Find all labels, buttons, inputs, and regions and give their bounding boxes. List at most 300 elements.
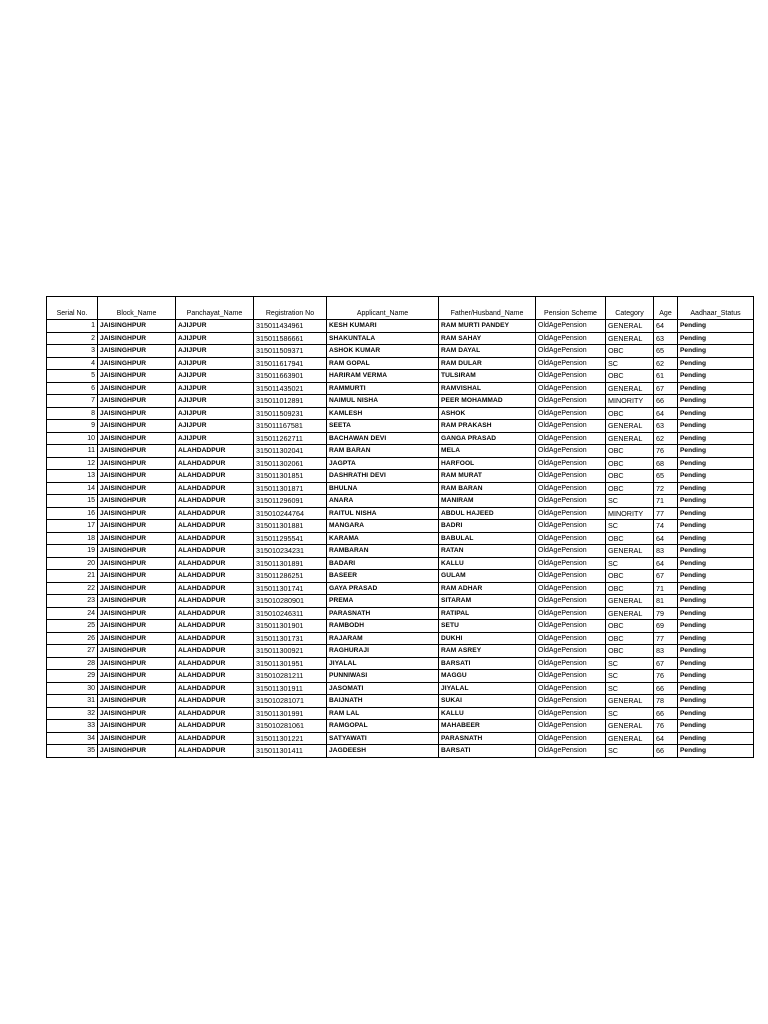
serial-no-cell: 8 — [47, 407, 98, 420]
aadhaar-status-cell: Pending — [678, 395, 754, 408]
father-husband-name-cell: ASHOK — [439, 407, 536, 420]
age-cell: 68 — [654, 457, 678, 470]
applicant-name-cell: RAMMURTI — [327, 382, 439, 395]
age-cell: 72 — [654, 482, 678, 495]
pension-scheme-cell: OldAgePension — [536, 657, 606, 670]
table-header — [47, 297, 754, 320]
pension-scheme-cell: OldAgePension — [536, 545, 606, 558]
registration-no-cell: 315011012891 — [254, 395, 327, 408]
aadhaar-status-cell: Pending — [678, 407, 754, 420]
pension-scheme-cell: OldAgePension — [536, 670, 606, 683]
serial-no-cell: 9 — [47, 420, 98, 433]
serial-no-cell: 20 — [47, 557, 98, 570]
category-cell: OBC — [606, 470, 654, 483]
table-row — [47, 432, 754, 445]
category-cell: OBC — [606, 532, 654, 545]
serial-no-cell: 5 — [47, 370, 98, 383]
applicant-name-cell: PREMA — [327, 595, 439, 608]
father-husband-name-cell: BADRI — [439, 520, 536, 533]
panchayat-name-cell: ALAHDADPUR — [176, 520, 254, 533]
table-row — [47, 495, 754, 508]
serial-no-cell: 30 — [47, 682, 98, 695]
block-name-cell: JAISINGHPUR — [98, 695, 176, 708]
panchayat-name-cell: ALAHDADPUR — [176, 732, 254, 745]
table-row — [47, 457, 754, 470]
age-cell: 61 — [654, 370, 678, 383]
category-cell: OBC — [606, 370, 654, 383]
aadhaar-status-cell: Pending — [678, 607, 754, 620]
panchayat-name-cell: ALAHDADPUR — [176, 557, 254, 570]
applicant-name-cell: RAJARAM — [327, 632, 439, 645]
header-pension-scheme: Pension Scheme — [536, 297, 606, 320]
father-husband-name-cell: SUKAI — [439, 695, 536, 708]
block-name-cell: JAISINGHPUR — [98, 357, 176, 370]
aadhaar-status-cell: Pending — [678, 507, 754, 520]
pension-scheme-cell: OldAgePension — [536, 595, 606, 608]
registration-no-cell: 315011167581 — [254, 420, 327, 433]
applicant-name-cell: ANARA — [327, 495, 439, 508]
panchayat-name-cell: ALAHDADPUR — [176, 507, 254, 520]
pension-scheme-cell: OldAgePension — [536, 420, 606, 433]
aadhaar-status-cell: Pending — [678, 557, 754, 570]
applicant-name-cell: BADARI — [327, 557, 439, 570]
pension-scheme-cell: OldAgePension — [536, 682, 606, 695]
table-row — [47, 570, 754, 583]
panchayat-name-cell: ALAHDADPUR — [176, 470, 254, 483]
aadhaar-status-cell: Pending — [678, 670, 754, 683]
header-aadhaar-status: Aadhaar_Status — [678, 297, 754, 320]
father-husband-name-cell: ABDUL HAJEED — [439, 507, 536, 520]
table-row — [47, 657, 754, 670]
registration-no-cell: 315010234231 — [254, 545, 327, 558]
registration-no-cell: 315011301741 — [254, 582, 327, 595]
block-name-cell: JAISINGHPUR — [98, 345, 176, 358]
aadhaar-status-cell: Pending — [678, 357, 754, 370]
block-name-cell: JAISINGHPUR — [98, 720, 176, 733]
category-cell: OBC — [606, 407, 654, 420]
registration-no-cell: 315011301851 — [254, 470, 327, 483]
father-husband-name-cell: RAM ASREY — [439, 645, 536, 658]
block-name-cell: JAISINGHPUR — [98, 457, 176, 470]
father-husband-name-cell: RAM MURAT — [439, 470, 536, 483]
block-name-cell: JAISINGHPUR — [98, 732, 176, 745]
serial-no-cell: 22 — [47, 582, 98, 595]
serial-no-cell: 26 — [47, 632, 98, 645]
block-name-cell: JAISINGHPUR — [98, 645, 176, 658]
category-cell: SC — [606, 557, 654, 570]
age-cell: 66 — [654, 395, 678, 408]
block-name-cell: JAISINGHPUR — [98, 670, 176, 683]
registration-no-cell: 315011301951 — [254, 657, 327, 670]
age-cell: 65 — [654, 345, 678, 358]
panchayat-name-cell: AJIJPUR — [176, 370, 254, 383]
pension-scheme-cell: OldAgePension — [536, 707, 606, 720]
category-cell: OBC — [606, 445, 654, 458]
father-husband-name-cell: SITARAM — [439, 595, 536, 608]
father-husband-name-cell: KALLU — [439, 557, 536, 570]
applicant-name-cell: RAITUL NISHA — [327, 507, 439, 520]
father-husband-name-cell: PARASNATH — [439, 732, 536, 745]
aadhaar-status-cell: Pending — [678, 707, 754, 720]
category-cell: GENERAL — [606, 432, 654, 445]
age-cell: 81 — [654, 595, 678, 608]
category-cell: SC — [606, 357, 654, 370]
block-name-cell: JAISINGHPUR — [98, 607, 176, 620]
pension-scheme-cell: OldAgePension — [536, 432, 606, 445]
category-cell: SC — [606, 670, 654, 683]
registration-no-cell: 315011301731 — [254, 632, 327, 645]
pension-scheme-cell: OldAgePension — [536, 557, 606, 570]
applicant-name-cell: RAMBODH — [327, 620, 439, 633]
header-panchayat-name: Panchayat_Name — [176, 297, 254, 320]
aadhaar-status-cell: Pending — [678, 657, 754, 670]
age-cell: 77 — [654, 632, 678, 645]
header-serial-no: Serial No. — [47, 297, 98, 320]
table-row — [47, 707, 754, 720]
age-cell: 63 — [654, 420, 678, 433]
registration-no-cell: 315011302041 — [254, 445, 327, 458]
pension-scheme-cell: OldAgePension — [536, 470, 606, 483]
applicant-name-cell: BAIJNATH — [327, 695, 439, 708]
father-husband-name-cell: MELA — [439, 445, 536, 458]
table-row — [47, 320, 754, 333]
block-name-cell: JAISINGHPUR — [98, 407, 176, 420]
pension-scheme-cell: OldAgePension — [536, 507, 606, 520]
panchayat-name-cell: ALAHDADPUR — [176, 695, 254, 708]
serial-no-cell: 29 — [47, 670, 98, 683]
serial-no-cell: 1 — [47, 320, 98, 333]
pension-scheme-cell: OldAgePension — [536, 720, 606, 733]
panchayat-name-cell: ALAHDADPUR — [176, 457, 254, 470]
applicant-name-cell: MANGARA — [327, 520, 439, 533]
applicant-name-cell: JAGDEESH — [327, 745, 439, 758]
applicant-name-cell: GAYA PRASAD — [327, 582, 439, 595]
category-cell: MINORITY — [606, 507, 654, 520]
header-category: Category — [606, 297, 654, 320]
panchayat-name-cell: ALAHDADPUR — [176, 657, 254, 670]
panchayat-name-cell: AJIJPUR — [176, 382, 254, 395]
panchayat-name-cell: ALAHDADPUR — [176, 482, 254, 495]
father-husband-name-cell: MANIRAM — [439, 495, 536, 508]
age-cell: 64 — [654, 732, 678, 745]
applicant-name-cell: RAM BARAN — [327, 445, 439, 458]
block-name-cell: JAISINGHPUR — [98, 620, 176, 633]
registration-no-cell: 315011509231 — [254, 407, 327, 420]
aadhaar-status-cell: Pending — [678, 332, 754, 345]
category-cell: OBC — [606, 645, 654, 658]
header-applicant-name: Applicant_Name — [327, 297, 439, 320]
block-name-cell: JAISINGHPUR — [98, 657, 176, 670]
category-cell: SC — [606, 745, 654, 758]
registration-no-cell: 315011301911 — [254, 682, 327, 695]
pension-scheme-cell: OldAgePension — [536, 620, 606, 633]
serial-no-cell: 17 — [47, 520, 98, 533]
panchayat-name-cell: ALAHDADPUR — [176, 620, 254, 633]
registration-no-cell: 315010281211 — [254, 670, 327, 683]
aadhaar-status-cell: Pending — [678, 620, 754, 633]
panchayat-name-cell: ALAHDADPUR — [176, 632, 254, 645]
registration-no-cell: 315011301411 — [254, 745, 327, 758]
table-row — [47, 732, 754, 745]
registration-no-cell: 315011301871 — [254, 482, 327, 495]
serial-no-cell: 23 — [47, 595, 98, 608]
father-husband-name-cell: SETU — [439, 620, 536, 633]
panchayat-name-cell: AJIJPUR — [176, 420, 254, 433]
table-row — [47, 595, 754, 608]
registration-no-cell: 315010280901 — [254, 595, 327, 608]
aadhaar-status-cell: Pending — [678, 745, 754, 758]
age-cell: 76 — [654, 720, 678, 733]
table-row — [47, 332, 754, 345]
aadhaar-status-cell: Pending — [678, 370, 754, 383]
applicant-name-cell: RAMBARAN — [327, 545, 439, 558]
age-cell: 62 — [654, 357, 678, 370]
age-cell: 77 — [654, 507, 678, 520]
age-cell: 64 — [654, 407, 678, 420]
registration-no-cell: 315011301881 — [254, 520, 327, 533]
age-cell: 67 — [654, 570, 678, 583]
applicant-name-cell: BACHAWAN DEVI — [327, 432, 439, 445]
block-name-cell: JAISINGHPUR — [98, 432, 176, 445]
category-cell: OBC — [606, 570, 654, 583]
header-registration-no: Registration No — [254, 297, 327, 320]
pension-scheme-cell: OldAgePension — [536, 320, 606, 333]
registration-no-cell: 315010246311 — [254, 607, 327, 620]
registration-no-cell: 315011262711 — [254, 432, 327, 445]
registration-no-cell: 315011586661 — [254, 332, 327, 345]
father-husband-name-cell: HARFOOL — [439, 457, 536, 470]
panchayat-name-cell: ALAHDADPUR — [176, 445, 254, 458]
pension-scheme-cell: OldAgePension — [536, 632, 606, 645]
aadhaar-status-cell: Pending — [678, 645, 754, 658]
category-cell: GENERAL — [606, 332, 654, 345]
registration-no-cell: 315010281071 — [254, 695, 327, 708]
block-name-cell: JAISINGHPUR — [98, 420, 176, 433]
aadhaar-status-cell: Pending — [678, 420, 754, 433]
block-name-cell: JAISINGHPUR — [98, 745, 176, 758]
serial-no-cell: 11 — [47, 445, 98, 458]
table-row — [47, 445, 754, 458]
panchayat-name-cell: AJIJPUR — [176, 432, 254, 445]
age-cell: 64 — [654, 320, 678, 333]
age-cell: 67 — [654, 657, 678, 670]
serial-no-cell: 31 — [47, 695, 98, 708]
aadhaar-status-cell: Pending — [678, 470, 754, 483]
serial-no-cell: 16 — [47, 507, 98, 520]
age-cell: 65 — [654, 470, 678, 483]
applicant-name-cell: PARASNATH — [327, 607, 439, 620]
panchayat-name-cell: AJIJPUR — [176, 395, 254, 408]
registration-no-cell: 315010281061 — [254, 720, 327, 733]
applicant-name-cell: DASHRATHI DEVI — [327, 470, 439, 483]
age-cell: 66 — [654, 707, 678, 720]
age-cell: 83 — [654, 545, 678, 558]
serial-no-cell: 25 — [47, 620, 98, 633]
pension-scheme-cell: OldAgePension — [536, 457, 606, 470]
table-row — [47, 482, 754, 495]
serial-no-cell: 12 — [47, 457, 98, 470]
father-husband-name-cell: RAMVISHAL — [439, 382, 536, 395]
father-husband-name-cell: RAM PRAKASH — [439, 420, 536, 433]
table-row — [47, 407, 754, 420]
pension-scheme-cell: OldAgePension — [536, 332, 606, 345]
panchayat-name-cell: ALAHDADPUR — [176, 670, 254, 683]
age-cell: 62 — [654, 432, 678, 445]
pension-scheme-cell: OldAgePension — [536, 482, 606, 495]
category-cell: GENERAL — [606, 595, 654, 608]
table-row — [47, 607, 754, 620]
serial-no-cell: 13 — [47, 470, 98, 483]
aadhaar-status-cell: Pending — [678, 382, 754, 395]
block-name-cell: JAISINGHPUR — [98, 320, 176, 333]
father-husband-name-cell: RAM SAHAY — [439, 332, 536, 345]
block-name-cell: JAISINGHPUR — [98, 545, 176, 558]
father-husband-name-cell: RAM DAYAL — [439, 345, 536, 358]
father-husband-name-cell: JIYALAL — [439, 682, 536, 695]
panchayat-name-cell: ALAHDADPUR — [176, 645, 254, 658]
registration-no-cell: 315011435021 — [254, 382, 327, 395]
serial-no-cell: 10 — [47, 432, 98, 445]
table-row — [47, 582, 754, 595]
pension-scheme-cell: OldAgePension — [536, 570, 606, 583]
serial-no-cell: 27 — [47, 645, 98, 658]
pension-scheme-cell: OldAgePension — [536, 732, 606, 745]
table-row — [47, 420, 754, 433]
serial-no-cell: 32 — [47, 707, 98, 720]
father-husband-name-cell: RAM BARAN — [439, 482, 536, 495]
father-husband-name-cell: RAM ADHAR — [439, 582, 536, 595]
pension-scheme-cell: OldAgePension — [536, 520, 606, 533]
registration-no-cell: 315011301901 — [254, 620, 327, 633]
block-name-cell: JAISINGHPUR — [98, 507, 176, 520]
panchayat-name-cell: ALAHDADPUR — [176, 570, 254, 583]
block-name-cell: JAISINGHPUR — [98, 370, 176, 383]
category-cell: GENERAL — [606, 545, 654, 558]
category-cell: GENERAL — [606, 720, 654, 733]
registration-no-cell: 315011300921 — [254, 645, 327, 658]
panchayat-name-cell: ALAHDADPUR — [176, 545, 254, 558]
panchayat-name-cell: ALAHDADPUR — [176, 532, 254, 545]
panchayat-name-cell: ALAHDADPUR — [176, 582, 254, 595]
aadhaar-status-cell: Pending — [678, 457, 754, 470]
aadhaar-status-cell: Pending — [678, 320, 754, 333]
age-cell: 78 — [654, 695, 678, 708]
category-cell: GENERAL — [606, 320, 654, 333]
header-block-name: Block_Name — [98, 297, 176, 320]
category-cell: GENERAL — [606, 420, 654, 433]
registration-no-cell: 315011301991 — [254, 707, 327, 720]
age-cell: 71 — [654, 582, 678, 595]
aadhaar-status-cell: Pending — [678, 682, 754, 695]
table-row — [47, 632, 754, 645]
aadhaar-status-cell: Pending — [678, 595, 754, 608]
pension-scheme-cell: OldAgePension — [536, 407, 606, 420]
aadhaar-status-cell: Pending — [678, 482, 754, 495]
table-row — [47, 532, 754, 545]
pension-scheme-cell: OldAgePension — [536, 607, 606, 620]
block-name-cell: JAISINGHPUR — [98, 520, 176, 533]
panchayat-name-cell: AJIJPUR — [176, 320, 254, 333]
block-name-cell: JAISINGHPUR — [98, 557, 176, 570]
father-husband-name-cell: MAHABEER — [439, 720, 536, 733]
father-husband-name-cell: BARSATI — [439, 745, 536, 758]
age-cell: 76 — [654, 445, 678, 458]
pension-applicants-table — [46, 296, 754, 758]
applicant-name-cell: RAGHURAJI — [327, 645, 439, 658]
applicant-name-cell: KESH KUMARI — [327, 320, 439, 333]
panchayat-name-cell: ALAHDADPUR — [176, 607, 254, 620]
father-husband-name-cell: RATAN — [439, 545, 536, 558]
block-name-cell: JAISINGHPUR — [98, 582, 176, 595]
father-husband-name-cell: PEER MOHAMMAD — [439, 395, 536, 408]
registration-no-cell: 315011301221 — [254, 732, 327, 745]
panchayat-name-cell: ALAHDADPUR — [176, 595, 254, 608]
table-row — [47, 682, 754, 695]
father-husband-name-cell: GANGA PRASAD — [439, 432, 536, 445]
header-father-husband-name: Father/Husband_Name — [439, 297, 536, 320]
aadhaar-status-cell: Pending — [678, 545, 754, 558]
pension-scheme-cell: OldAgePension — [536, 445, 606, 458]
applicant-name-cell: KAMLESH — [327, 407, 439, 420]
block-name-cell: JAISINGHPUR — [98, 382, 176, 395]
age-cell: 83 — [654, 645, 678, 658]
header-age: Age — [654, 297, 678, 320]
aadhaar-status-cell: Pending — [678, 520, 754, 533]
serial-no-cell: 4 — [47, 357, 98, 370]
aadhaar-status-cell: Pending — [678, 720, 754, 733]
pension-scheme-cell: OldAgePension — [536, 582, 606, 595]
father-husband-name-cell: RAM DULAR — [439, 357, 536, 370]
table-row — [47, 520, 754, 533]
pension-scheme-cell: OldAgePension — [536, 495, 606, 508]
age-cell: 67 — [654, 382, 678, 395]
aadhaar-status-cell: Pending — [678, 570, 754, 583]
father-husband-name-cell: DUKHI — [439, 632, 536, 645]
serial-no-cell: 33 — [47, 720, 98, 733]
serial-no-cell: 19 — [47, 545, 98, 558]
table-row — [47, 470, 754, 483]
pension-scheme-cell: OldAgePension — [536, 345, 606, 358]
pension-scheme-cell: OldAgePension — [536, 382, 606, 395]
father-husband-name-cell: BABULAL — [439, 532, 536, 545]
applicant-name-cell: RAMGOPAL — [327, 720, 439, 733]
panchayat-name-cell: ALAHDADPUR — [176, 745, 254, 758]
applicant-name-cell: BASEER — [327, 570, 439, 583]
serial-no-cell: 7 — [47, 395, 98, 408]
applicant-name-cell: PUNNIWASI — [327, 670, 439, 683]
block-name-cell: JAISINGHPUR — [98, 532, 176, 545]
category-cell: OBC — [606, 482, 654, 495]
serial-no-cell: 3 — [47, 345, 98, 358]
registration-no-cell: 315011302061 — [254, 457, 327, 470]
table-row — [47, 670, 754, 683]
table-row — [47, 345, 754, 358]
serial-no-cell: 2 — [47, 332, 98, 345]
applicant-name-cell: JIYALAL — [327, 657, 439, 670]
applicant-name-cell: KARAMA — [327, 532, 439, 545]
aadhaar-status-cell: Pending — [678, 582, 754, 595]
table-row — [47, 507, 754, 520]
category-cell: GENERAL — [606, 607, 654, 620]
aadhaar-status-cell: Pending — [678, 632, 754, 645]
block-name-cell: JAISINGHPUR — [98, 445, 176, 458]
applicant-name-cell: JAGPTA — [327, 457, 439, 470]
category-cell: OBC — [606, 582, 654, 595]
applicant-name-cell: NAIMUL NISHA — [327, 395, 439, 408]
applicant-name-cell: SHAKUNTALA — [327, 332, 439, 345]
applicant-name-cell: ASHOK KUMAR — [327, 345, 439, 358]
pension-scheme-cell: OldAgePension — [536, 357, 606, 370]
